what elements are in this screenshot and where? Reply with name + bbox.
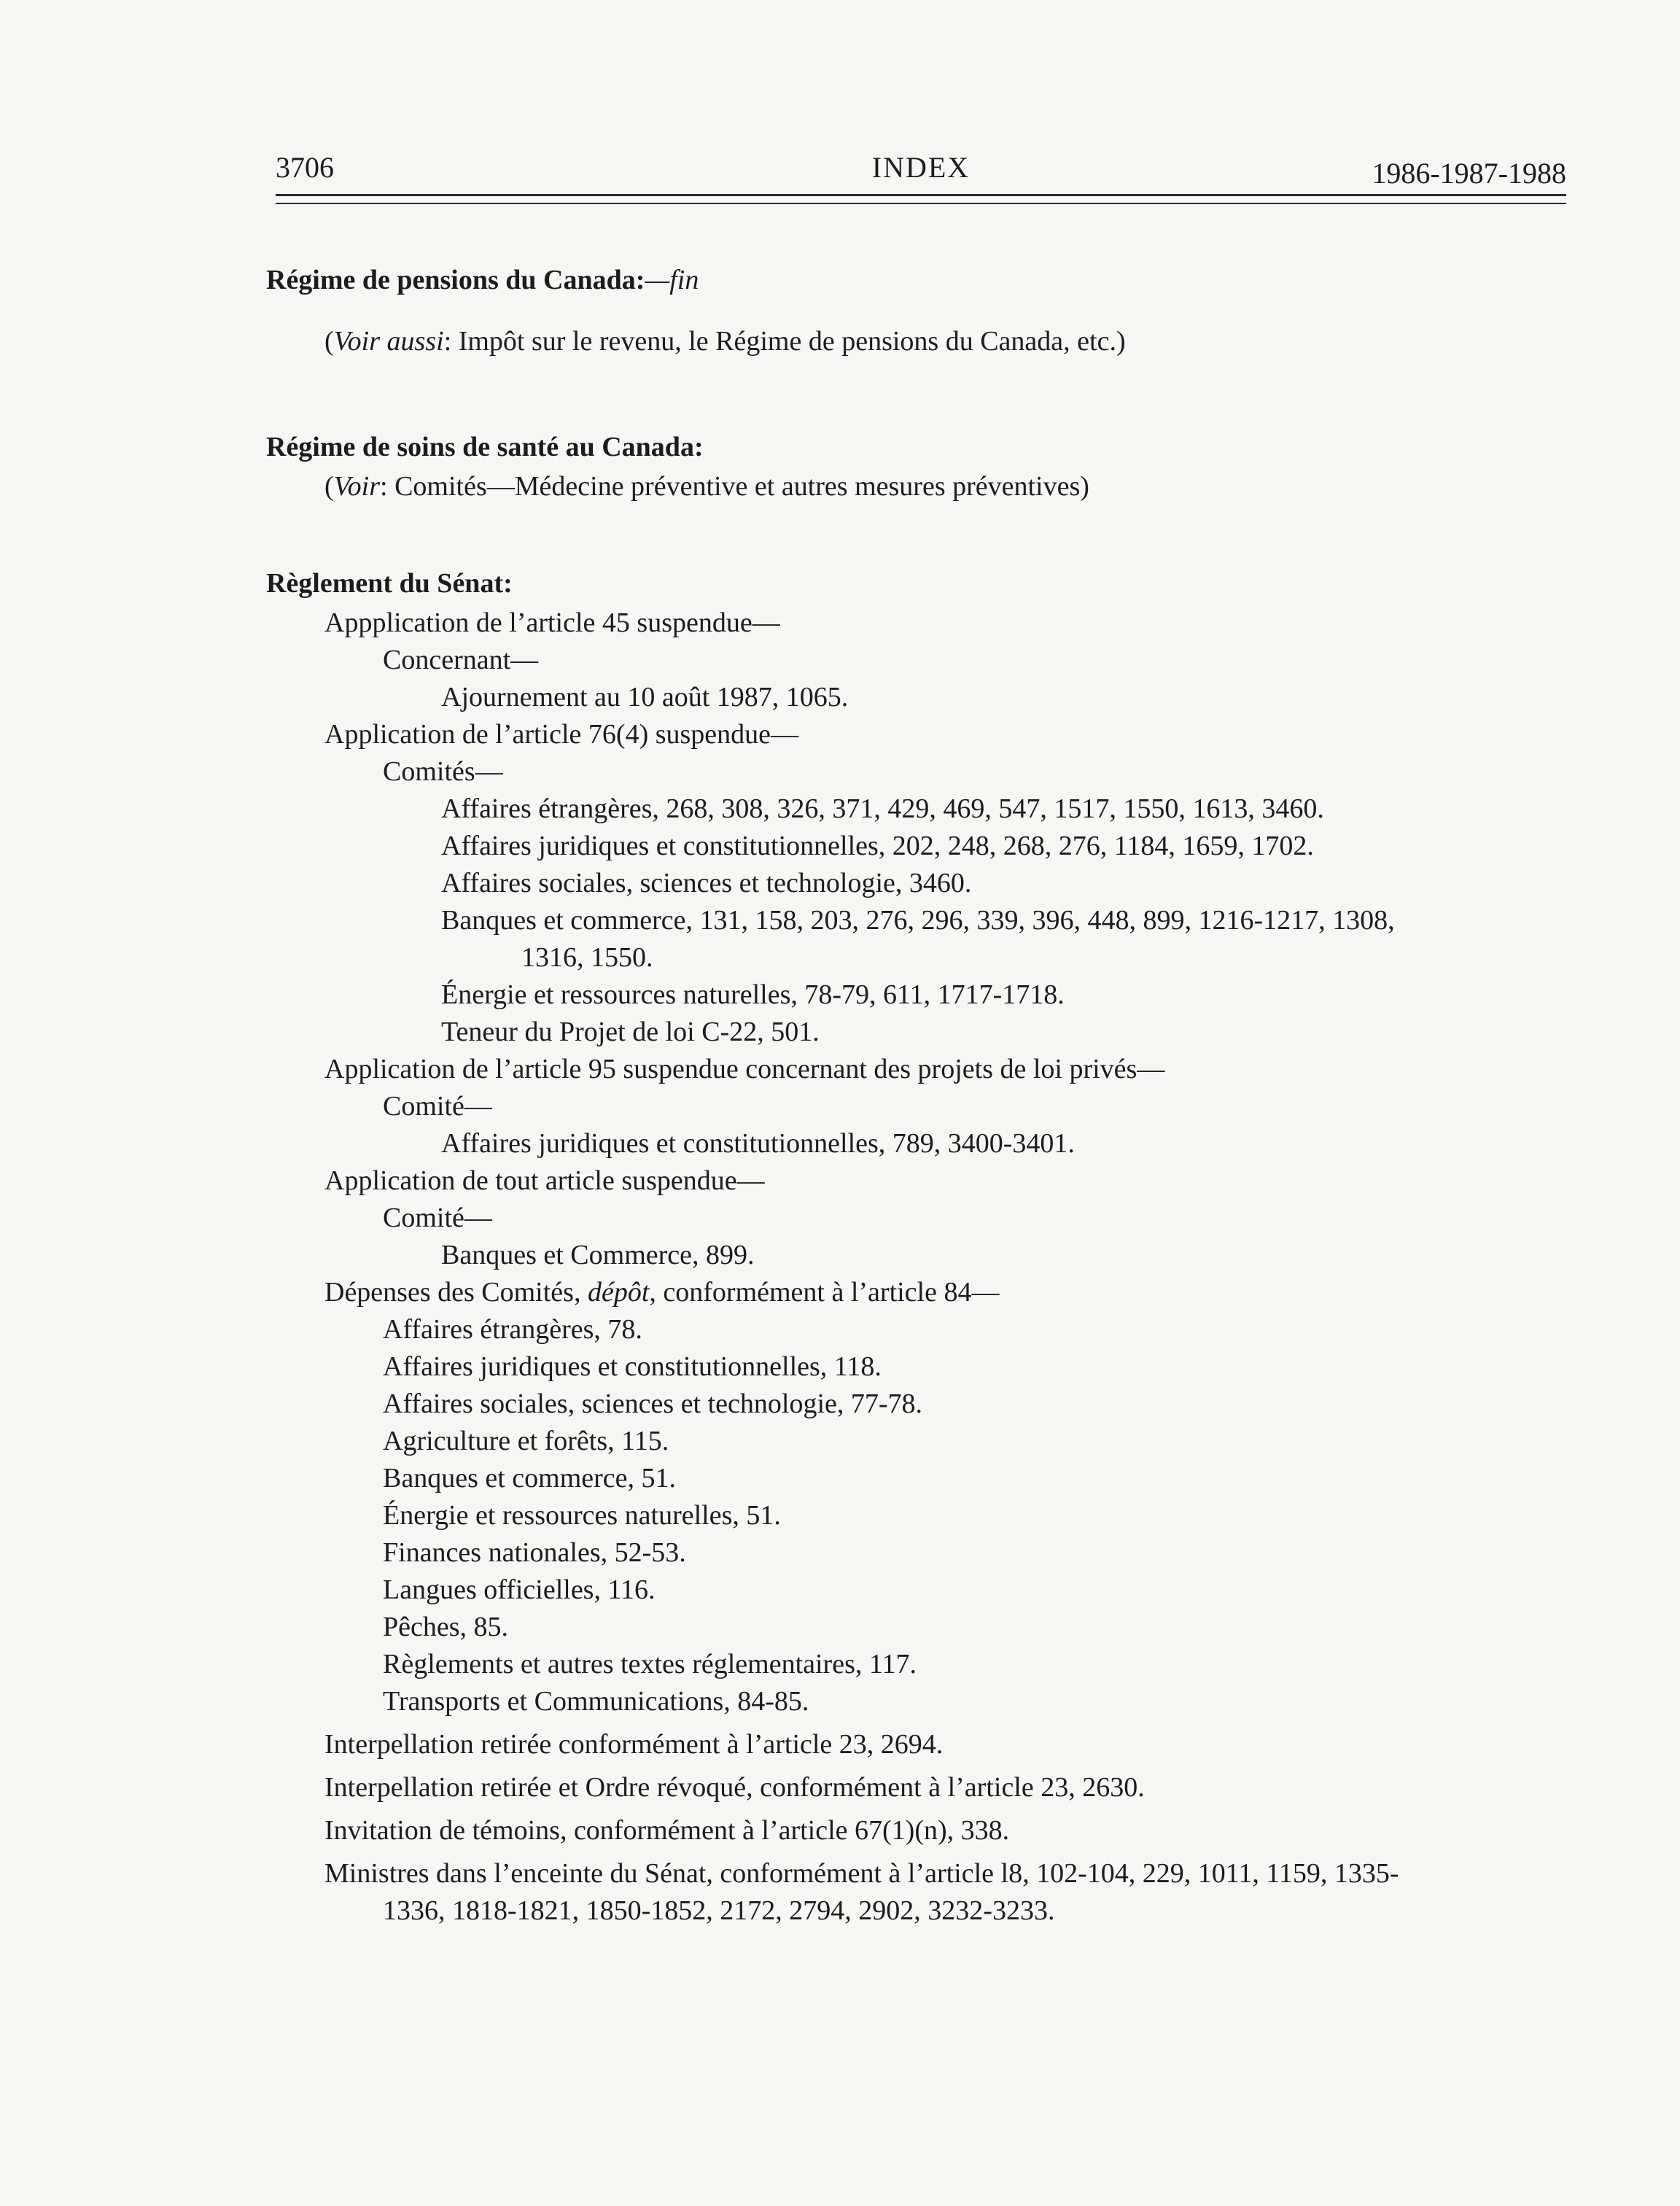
- index-item: Affaires juridiques et constitutionnelles, 202, 248, 268, 276, 1184, 1659, 1702.: [441, 831, 1314, 861]
- cross-reference: (Voir aussi: Impôt sur le revenu, le Régime de pensions du Canada, etc.): [324, 326, 1126, 357]
- subentry-level2: Comité—: [383, 1203, 492, 1233]
- index-item: Transports et Communications, 84-85.: [383, 1686, 809, 1717]
- index-item: Ajournement au 10 août 1987, 1065.: [441, 682, 849, 712]
- subentry: Application de l’article 76(4) suspendue—: [324, 719, 799, 750]
- header-rule-top: [276, 194, 1566, 196]
- index-content: [266, 259, 1579, 1930]
- index-item: Agriculture et forêts, 115.: [383, 1426, 669, 1456]
- subentry: Interpellation retirée conformément à l’article 23, 2694.: [324, 1729, 944, 1760]
- index-item: Affaires juridiques et constitutionnelles, 118.: [383, 1351, 882, 1382]
- subentry-italic: dépôt: [587, 1277, 650, 1308]
- subentry: [266, 1274, 1579, 1311]
- subentry-level2: Concernant—: [383, 645, 539, 675]
- index-item: Pêches, 85.: [383, 1612, 509, 1642]
- index-item: Banques et commerce, 131, 158, 203, 276, 296, 339, 396, 448, 899, 1216-1217, 1308,: [441, 905, 1395, 936]
- index-item: Langues officielles, 116.: [383, 1574, 656, 1605]
- subentry: Invitation de témoins, conformément à l’article 67(1)(n), 338.: [324, 1815, 1010, 1846]
- subentry-continuation: 1336, 1818-1821, 1850-1852, 2172, 2794, 2902, 3232-3233.: [383, 1895, 1055, 1926]
- index-item: Énergie et ressources naturelles, 51.: [383, 1500, 781, 1531]
- subentry: Interpellation retirée et Ordre révoqué, conformément à l’article 23, 2630.: [324, 1772, 1145, 1803]
- index-item: Banques et commerce, 51.: [383, 1463, 677, 1494]
- continued-marker: —fin: [645, 265, 699, 295]
- entry-heading-regime-soins: Régime de soins de santé au Canada:: [266, 432, 704, 462]
- subentry-level2: Comité—: [383, 1091, 492, 1122]
- entry-heading-regime-pensions: [266, 259, 1579, 301]
- index-item: Affaires sociales, sciences et technologie, 3460.: [441, 868, 972, 898]
- subentry-text: Dépenses des Comités,: [324, 1277, 588, 1308]
- subentry-text: , conformément à l’article 84—: [649, 1277, 1000, 1308]
- see-also-text: : Impôt sur le revenu, le Régime de pensions du Canada, etc.): [443, 326, 1126, 357]
- index-item: Finances nationales, 52-53.: [383, 1537, 686, 1568]
- index-item: Énergie et ressources naturelles, 78-79, 611, 1717-1718.: [441, 979, 1065, 1010]
- subentry: Appplication de l’article 45 suspendue—: [324, 607, 780, 638]
- subentry: Application de tout article suspendue—: [324, 1165, 765, 1196]
- see-label: Voir: [333, 471, 381, 502]
- page-title: INDEX: [871, 151, 971, 184]
- index-item: Affaires juridiques et constitutionnelles, 789, 3400-3401.: [441, 1128, 1075, 1159]
- heading-text: Régime de pensions du Canada:: [266, 265, 645, 295]
- subentry: Application de l’article 95 suspendue concernant des projets de loi privés—: [324, 1054, 1165, 1084]
- index-item: Règlements et autres textes réglementaires, 117.: [383, 1649, 917, 1679]
- index-item: Teneur du Projet de loi C-22, 501.: [441, 1017, 820, 1047]
- index-item: Affaires sociales, sciences et technologie, 77-78.: [383, 1389, 923, 1419]
- entry-heading-reglement: Règlement du Sénat:: [266, 568, 513, 599]
- page-number: 3706: [276, 151, 334, 184]
- session-years: 1986-1987-1988: [1372, 157, 1566, 190]
- see-text: : Comités—Médecine préventive et autres mesures préventives): [380, 471, 1089, 502]
- running-head: [276, 146, 1566, 190]
- index-item-continuation: 1316, 1550.: [521, 942, 653, 973]
- header-rule-bottom: [276, 203, 1566, 204]
- index-item: Affaires étrangères, 78.: [383, 1314, 642, 1345]
- subentry: Ministres dans l’enceinte du Sénat, conformément à l’article l8, 102-104, 229, 1011, 1159, 1335-: [324, 1858, 1399, 1889]
- subentry-level2: Comités—: [383, 756, 503, 787]
- cross-reference: (Voir: Comités—Médecine préventive et autres mesures préventives): [324, 471, 1089, 502]
- index-item: Affaires étrangères, 268, 308, 326, 371, 429, 469, 547, 1517, 1550, 1613, 3460.: [441, 793, 1324, 824]
- see-also-label: Voir aussi: [333, 326, 444, 357]
- index-item: Banques et Commerce, 899.: [441, 1240, 755, 1270]
